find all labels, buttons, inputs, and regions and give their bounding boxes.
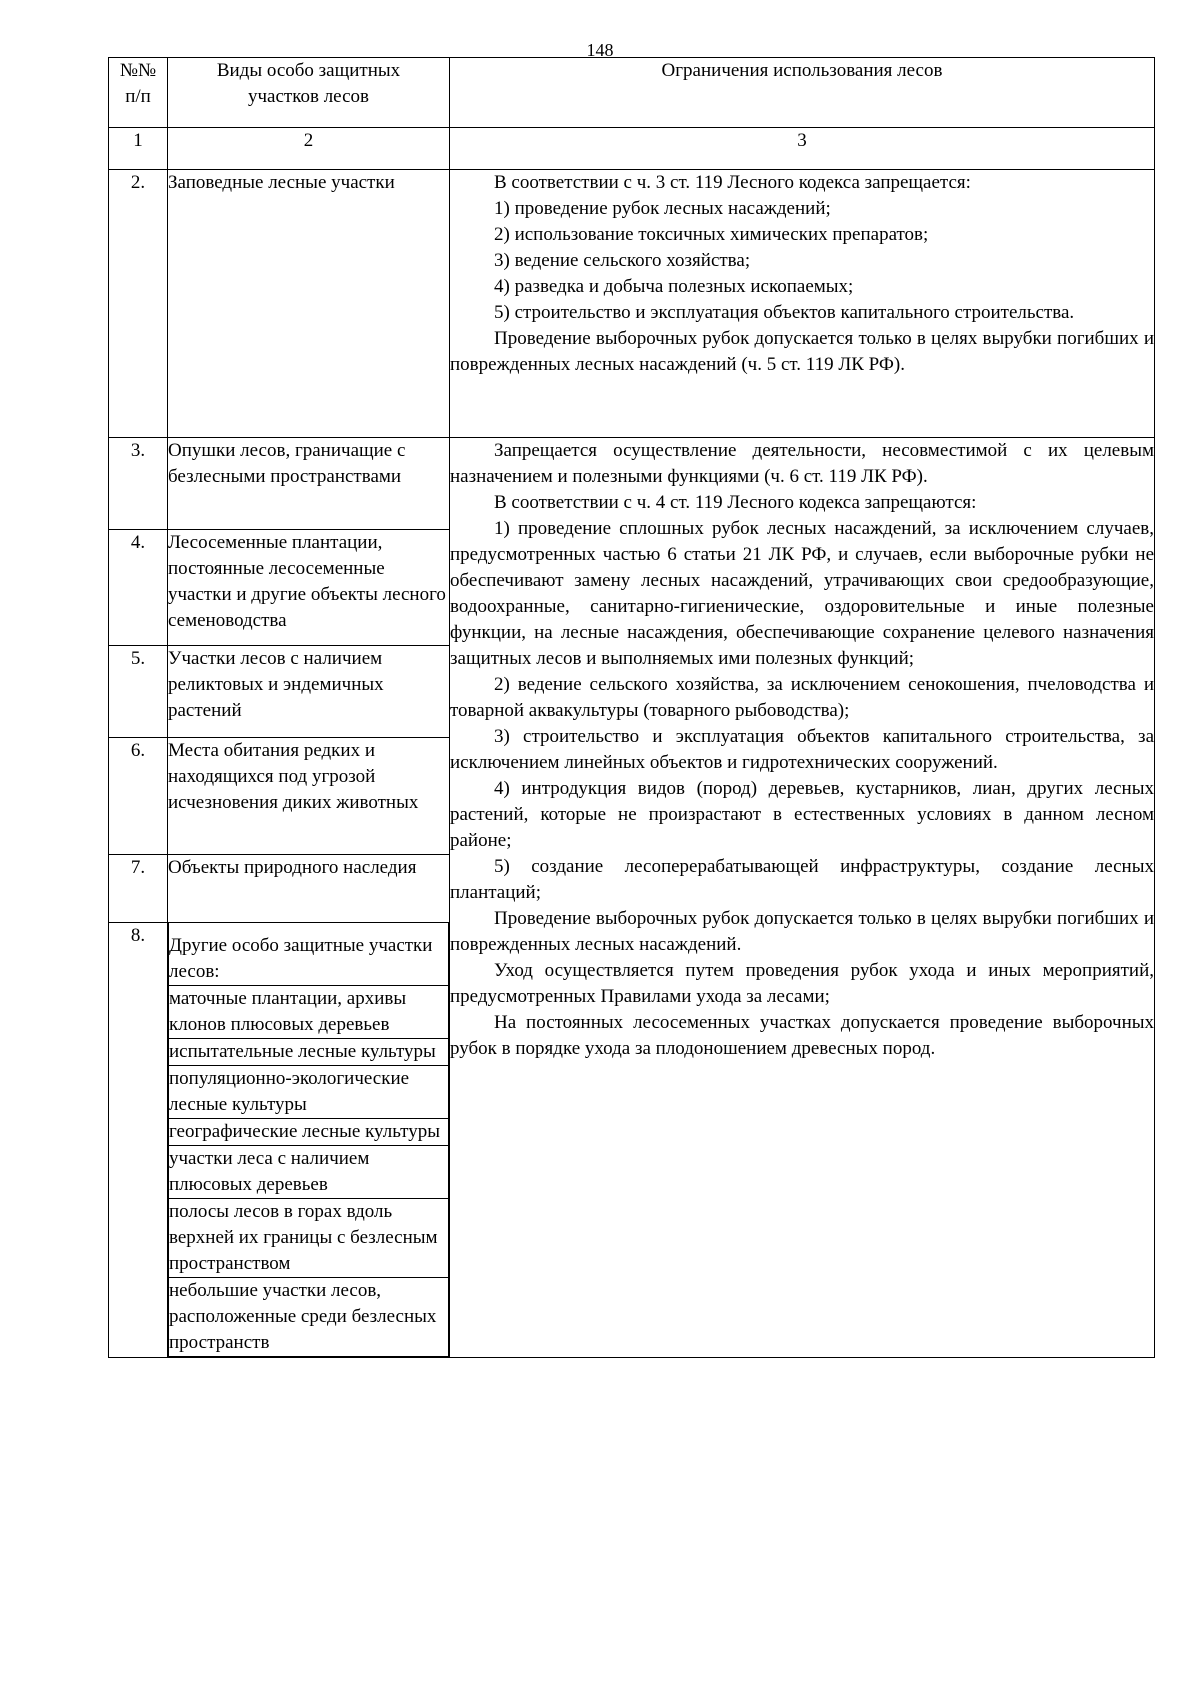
list-item: испытательные лесные культуры [169, 1039, 449, 1066]
row-type: Заповедные лесные участки [168, 170, 450, 438]
row-type: Места обитания редких и находящихся под угрозой исчезновения диких животных [168, 738, 450, 855]
row-number: 7. [109, 855, 168, 923]
list-item: маточные плантации, архивы клонов плюсовых деревьев [169, 986, 449, 1039]
restriction-line: 5) строительство и эксплуатация объектов капитального строительства. [494, 302, 1075, 323]
list-item: полосы лесов в горах вдоль верхней их границы с безлесным пространством [169, 1199, 449, 1278]
row-type: Объекты природного наследия [168, 855, 450, 923]
header-type-line-1: Виды особо защитных [216, 60, 401, 81]
header-restrictions-cell: Ограничения использования лесов [450, 58, 1155, 128]
list-item: участки леса с наличием плюсовых деревьев [169, 1146, 449, 1199]
restriction-line: 3) строительство и эксплуатация объектов капитального строительства, за исключением линейных объектов и гидротехнических сооружений. [450, 726, 1154, 773]
restriction-line: Проведение выборочных рубок допускается только в целях вырубки погибших и поврежденных лесных насаждений. [450, 908, 1154, 955]
row-number: 4. [109, 530, 168, 646]
page-number: 148 [586, 40, 614, 60]
restriction-line: Запрещается осуществление деятельности, несовместимой с их целевым назначением и полезными функциями (ч. 6 ст. 119 ЛК РФ). [450, 440, 1154, 487]
table-header-row [109, 58, 1155, 128]
row-type-group [168, 923, 450, 1358]
row-type: Лесосеменные плантации, постоянные лесосеменные участки и другие объекты лесного семеноводства [168, 530, 450, 646]
restriction-text [450, 170, 1155, 438]
header-number-line-2: п/п [125, 86, 151, 107]
column-index-3: 3 [450, 128, 1155, 170]
restriction-line: 1) проведение рубок лесных насаждений; [494, 198, 831, 219]
restriction-line: Уход осуществляется путем проведения рубок ухода и иных мероприятий, предусмотренных Правилами ухода за лесами; [450, 960, 1154, 1007]
list-item: географические лесные культуры [169, 1119, 449, 1146]
row-type: Опушки лесов, граничащие с безлесными пространствами [168, 438, 450, 530]
row-type: Участки лесов с наличием реликтовых и эндемичных растений [168, 646, 450, 738]
restriction-line: В соответствии с ч. 4 ст. 119 Лесного кодекса запрещаются: [494, 492, 977, 513]
header-type-line-2: участков лесов [247, 86, 369, 107]
header-type-cell [168, 58, 450, 128]
row-type: Другие особо защитные участки лесов: [169, 923, 449, 986]
restriction-line: В соответствии с ч. 3 ст. 119 Лесного кодекса запрещается: [494, 172, 971, 193]
restriction-line: 5) создание лесоперерабатывающей инфраструктуры, создание лесных плантаций; [450, 856, 1154, 903]
restriction-line: 2) использование токсичных химических препаратов; [494, 224, 929, 245]
list-item: популяционно-экологические лесные культуры [169, 1066, 449, 1119]
table-row [109, 438, 1155, 530]
column-index-2: 2 [168, 128, 450, 170]
header-number-cell [109, 58, 168, 128]
header-number-line-1: №№ [119, 60, 157, 81]
restriction-line: 1) проведение сплошных рубок лесных насаждений, за исключением случаев, предусмотренных частью 6 статьи 21 ЛК РФ, и случаев, если выборочные рубки не обеспечивают замену лесных насаждений, утрачивающих свои средообразующие, водоохранные, санитарно-гигиенические, оздоровительные и иные полезные функции, на лесные насаждения, обеспечивающие сохранение целевого назначения защитных лесов и выполняемых ими полезных функций; [450, 518, 1154, 669]
restriction-line: 3) ведение сельского хозяйства; [494, 250, 751, 271]
table-row [109, 170, 1155, 438]
restriction-text [450, 438, 1155, 1358]
restriction-line: 4) интродукция видов (пород) деревьев, кустарников, лиан, других лесных растений, которые не произрастают в естественных условиях в данном лесном районе; [450, 778, 1154, 851]
restriction-line: 4) разведка и добыча полезных ископаемых; [494, 276, 854, 297]
subtype-list [168, 923, 449, 1357]
column-index-row [109, 128, 1155, 170]
column-index-1: 1 [109, 128, 168, 170]
row-number: 6. [109, 738, 168, 855]
restrictions-table [108, 57, 1155, 1358]
row-number: 5. [109, 646, 168, 738]
row-number: 8. [109, 923, 168, 1358]
row-number: 2. [109, 170, 168, 438]
restriction-line: На постоянных лесосеменных участках допускается проведение выборочных рубок в порядке ухода за плодоношением древесных пород. [450, 1012, 1154, 1059]
row-number: 3. [109, 438, 168, 530]
list-item: небольшие участки лесов, расположенные среди безлесных пространств [169, 1278, 449, 1357]
restriction-line: 2) ведение сельского хозяйства, за исключением сенокошения, пчеловодства и товарной аквакультуры (товарного рыбоводства); [450, 674, 1154, 721]
restriction-line: Проведение выборочных рубок допускается только в целях вырубки погибших и поврежденных лесных насаждений (ч. 5 ст. 119 ЛК РФ). [450, 328, 1154, 375]
